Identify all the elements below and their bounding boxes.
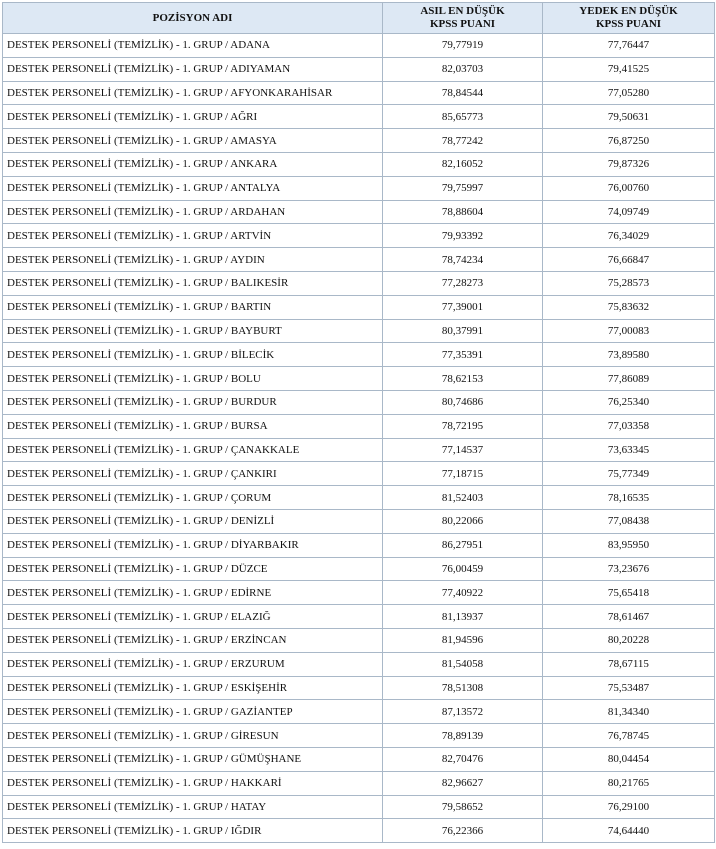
yedek-score-cell: 81,34340 (543, 700, 715, 724)
asil-score-cell: 82,03703 (383, 57, 543, 81)
table-row (3, 81, 715, 105)
yedek-score-cell: 75,83632 (543, 295, 715, 319)
table-row (3, 152, 715, 176)
yedek-score-cell: 78,67115 (543, 652, 715, 676)
yedek-score-cell: 75,53487 (543, 676, 715, 700)
asil-score-cell: 77,40922 (383, 581, 543, 605)
table-row (3, 390, 715, 414)
position-cell: DESTEK PERSONELİ (TEMİZLİK) - 1. GRUP / BOLU (3, 367, 383, 391)
asil-score-cell: 77,39001 (383, 295, 543, 319)
asil-score-cell: 82,96627 (383, 771, 543, 795)
yedek-score-cell: 76,66847 (543, 248, 715, 272)
yedek-score-cell: 77,03358 (543, 414, 715, 438)
yedek-score-cell: 79,50631 (543, 105, 715, 129)
position-cell: DESTEK PERSONELİ (TEMİZLİK) - 1. GRUP / GAZİANTEP (3, 700, 383, 724)
position-cell: DESTEK PERSONELİ (TEMİZLİK) - 1. GRUP / ADIYAMAN (3, 57, 383, 81)
position-cell: DESTEK PERSONELİ (TEMİZLİK) - 1. GRUP / ELAZIĞ (3, 605, 383, 629)
yedek-score-cell: 76,34029 (543, 224, 715, 248)
position-cell: DESTEK PERSONELİ (TEMİZLİK) - 1. GRUP / BİLECİK (3, 343, 383, 367)
asil-score-cell: 80,22066 (383, 509, 543, 533)
table-row (3, 557, 715, 581)
asil-score-cell: 77,28273 (383, 271, 543, 295)
asil-score-cell: 80,37991 (383, 319, 543, 343)
table-row (3, 57, 715, 81)
yedek-score-cell: 74,09749 (543, 200, 715, 224)
table-row (3, 724, 715, 748)
table-row (3, 819, 715, 843)
table-row (3, 343, 715, 367)
position-cell: DESTEK PERSONELİ (TEMİZLİK) - 1. GRUP / HAKKARİ (3, 771, 383, 795)
table-row (3, 176, 715, 200)
position-cell: DESTEK PERSONELİ (TEMİZLİK) - 1. GRUP / ARDAHAN (3, 200, 383, 224)
asil-score-cell: 79,93392 (383, 224, 543, 248)
yedek-score-cell: 79,41525 (543, 57, 715, 81)
asil-score-cell: 82,70476 (383, 747, 543, 771)
asil-score-cell: 78,77242 (383, 129, 543, 153)
asil-score-cell: 79,58652 (383, 795, 543, 819)
yedek-score-cell: 83,95950 (543, 533, 715, 557)
asil-score-cell: 79,77919 (383, 34, 543, 58)
position-cell: DESTEK PERSONELİ (TEMİZLİK) - 1. GRUP / DİYARBAKIR (3, 533, 383, 557)
asil-score-cell: 76,22366 (383, 819, 543, 843)
yedek-score-cell: 76,78745 (543, 724, 715, 748)
yedek-score-cell: 76,87250 (543, 129, 715, 153)
asil-score-cell: 79,75997 (383, 176, 543, 200)
yedek-score-cell: 75,77349 (543, 462, 715, 486)
yedek-score-cell: 76,00760 (543, 176, 715, 200)
yedek-score-cell: 76,25340 (543, 390, 715, 414)
position-cell: DESTEK PERSONELİ (TEMİZLİK) - 1. GRUP / HATAY (3, 795, 383, 819)
yedek-score-cell: 77,05280 (543, 81, 715, 105)
yedek-score-cell: 75,65418 (543, 581, 715, 605)
yedek-score-cell: 76,29100 (543, 795, 715, 819)
yedek-score-cell: 77,00083 (543, 319, 715, 343)
table-row (3, 271, 715, 295)
table-row (3, 700, 715, 724)
position-cell: DESTEK PERSONELİ (TEMİZLİK) - 1. GRUP / BURDUR (3, 390, 383, 414)
yedek-score-cell: 80,21765 (543, 771, 715, 795)
position-cell: DESTEK PERSONELİ (TEMİZLİK) - 1. GRUP / BURSA (3, 414, 383, 438)
position-cell: DESTEK PERSONELİ (TEMİZLİK) - 1. GRUP / ARTVİN (3, 224, 383, 248)
yedek-score-cell: 77,76447 (543, 34, 715, 58)
yedek-score-cell: 80,04454 (543, 747, 715, 771)
position-cell: DESTEK PERSONELİ (TEMİZLİK) - 1. GRUP / DENİZLİ (3, 509, 383, 533)
position-cell: DESTEK PERSONELİ (TEMİZLİK) - 1. GRUP / ÇANAKKALE (3, 438, 383, 462)
table-row (3, 771, 715, 795)
asil-score-cell: 77,35391 (383, 343, 543, 367)
table-body (3, 34, 715, 843)
asil-score-cell: 78,74234 (383, 248, 543, 272)
table-row (3, 652, 715, 676)
asil-score-cell: 81,52403 (383, 486, 543, 510)
table-row (3, 676, 715, 700)
position-cell: DESTEK PERSONELİ (TEMİZLİK) - 1. GRUP / ERZURUM (3, 652, 383, 676)
table-row (3, 438, 715, 462)
position-cell: DESTEK PERSONELİ (TEMİZLİK) - 1. GRUP / BALIKESİR (3, 271, 383, 295)
asil-score-cell: 82,16052 (383, 152, 543, 176)
table-row (3, 200, 715, 224)
asil-score-cell: 78,72195 (383, 414, 543, 438)
table-row (3, 319, 715, 343)
position-cell: DESTEK PERSONELİ (TEMİZLİK) - 1. GRUP / GİRESUN (3, 724, 383, 748)
yedek-score-cell: 77,08438 (543, 509, 715, 533)
table-row (3, 462, 715, 486)
position-cell: DESTEK PERSONELİ (TEMİZLİK) - 1. GRUP / ANTALYA (3, 176, 383, 200)
position-cell: DESTEK PERSONELİ (TEMİZLİK) - 1. GRUP / AMASYA (3, 129, 383, 153)
table-row (3, 34, 715, 58)
position-cell: DESTEK PERSONELİ (TEMİZLİK) - 1. GRUP / ESKİŞEHİR (3, 676, 383, 700)
yedek-score-cell: 78,16535 (543, 486, 715, 510)
asil-score-cell: 81,13937 (383, 605, 543, 629)
yedek-score-cell: 75,28573 (543, 271, 715, 295)
asil-score-cell: 81,94596 (383, 628, 543, 652)
table-row (3, 105, 715, 129)
position-cell: DESTEK PERSONELİ (TEMİZLİK) - 1. GRUP / AĞRI (3, 105, 383, 129)
table-row (3, 533, 715, 557)
table-row (3, 628, 715, 652)
position-cell: DESTEK PERSONELİ (TEMİZLİK) - 1. GRUP / BARTIN (3, 295, 383, 319)
table-row (3, 509, 715, 533)
position-cell: DESTEK PERSONELİ (TEMİZLİK) - 1. GRUP / ERZİNCAN (3, 628, 383, 652)
table-row (3, 747, 715, 771)
asil-score-cell: 87,13572 (383, 700, 543, 724)
position-cell: DESTEK PERSONELİ (TEMİZLİK) - 1. GRUP / ADANA (3, 34, 383, 58)
position-cell: DESTEK PERSONELİ (TEMİZLİK) - 1. GRUP / ANKARA (3, 152, 383, 176)
header-asil-line2: KPSS PUANI (429, 18, 496, 30)
position-cell: DESTEK PERSONELİ (TEMİZLİK) - 1. GRUP / BAYBURT (3, 319, 383, 343)
header-asil-min-score (383, 3, 543, 34)
yedek-score-cell: 80,20228 (543, 628, 715, 652)
position-cell: DESTEK PERSONELİ (TEMİZLİK) - 1. GRUP / ÇORUM (3, 486, 383, 510)
asil-score-cell: 78,89139 (383, 724, 543, 748)
table-row (3, 295, 715, 319)
asil-score-cell: 77,18715 (383, 462, 543, 486)
position-cell: DESTEK PERSONELİ (TEMİZLİK) - 1. GRUP / ÇANKIRI (3, 462, 383, 486)
asil-score-cell: 78,51308 (383, 676, 543, 700)
position-cell: DESTEK PERSONELİ (TEMİZLİK) - 1. GRUP / DÜZCE (3, 557, 383, 581)
asil-score-cell: 86,27951 (383, 533, 543, 557)
yedek-score-cell: 74,64440 (543, 819, 715, 843)
table-row (3, 224, 715, 248)
position-cell: DESTEK PERSONELİ (TEMİZLİK) - 1. GRUP / GÜMÜŞHANE (3, 747, 383, 771)
header-yedek-min-score (543, 3, 715, 34)
position-cell: DESTEK PERSONELİ (TEMİZLİK) - 1. GRUP / AFYONKARAHİSAR (3, 81, 383, 105)
asil-score-cell: 81,54058 (383, 652, 543, 676)
table-row (3, 795, 715, 819)
header-yedek-line2: KPSS PUANI (595, 18, 662, 30)
asil-score-cell: 76,00459 (383, 557, 543, 581)
asil-score-cell: 77,14537 (383, 438, 543, 462)
yedek-score-cell: 73,63345 (543, 438, 715, 462)
yedek-score-cell: 78,61467 (543, 605, 715, 629)
asil-score-cell: 78,62153 (383, 367, 543, 391)
table-row (3, 129, 715, 153)
yedek-score-cell: 73,23676 (543, 557, 715, 581)
table-row (3, 367, 715, 391)
yedek-score-cell: 77,86089 (543, 367, 715, 391)
header-position-name: POZİSYON ADI (3, 3, 383, 34)
position-cell: DESTEK PERSONELİ (TEMİZLİK) - 1. GRUP / AYDIN (3, 248, 383, 272)
table-row (3, 581, 715, 605)
position-cell: DESTEK PERSONELİ (TEMİZLİK) - 1. GRUP / IĞDIR (3, 819, 383, 843)
asil-score-cell: 80,74686 (383, 390, 543, 414)
yedek-score-cell: 79,87326 (543, 152, 715, 176)
kpss-score-table (2, 2, 715, 843)
asil-score-cell: 78,84544 (383, 81, 543, 105)
asil-score-cell: 78,88604 (383, 200, 543, 224)
position-cell: DESTEK PERSONELİ (TEMİZLİK) - 1. GRUP / EDİRNE (3, 581, 383, 605)
table-row (3, 605, 715, 629)
table-row (3, 248, 715, 272)
header-yedek-line1: YEDEK EN DÜŞÜK (579, 5, 678, 17)
yedek-score-cell: 73,89580 (543, 343, 715, 367)
table-row (3, 414, 715, 438)
table-header-row (3, 3, 715, 34)
table-row (3, 486, 715, 510)
asil-score-cell: 85,65773 (383, 105, 543, 129)
header-asil-line1: ASIL EN DÜŞÜK (420, 5, 505, 17)
